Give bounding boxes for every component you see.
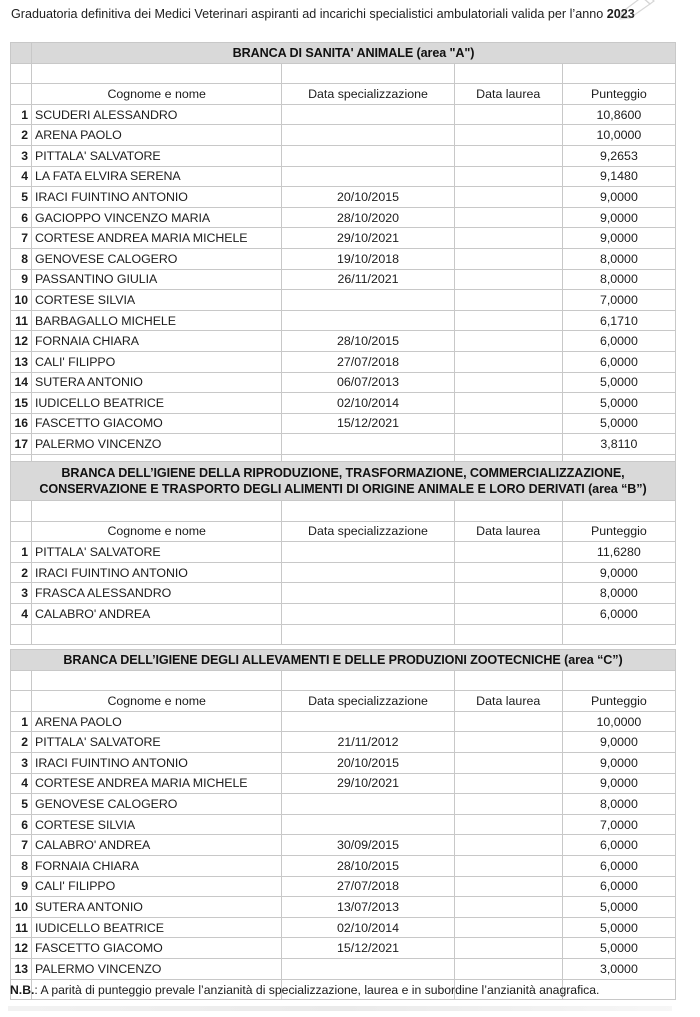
- cell-degree-date: [454, 897, 562, 918]
- table-row: [11, 207, 676, 228]
- cell-name: FORNAIA CHIARA: [32, 855, 282, 876]
- cell-degree-date: [454, 542, 562, 563]
- cell-degree-date: [454, 248, 562, 269]
- column-header-row: [11, 691, 676, 712]
- cell-name: SUTERA ANTONIO: [32, 372, 282, 393]
- cell-specialization-date: [282, 562, 454, 583]
- blank-row: [11, 670, 676, 691]
- cell-rank: 11: [11, 310, 32, 331]
- table-row: [11, 917, 676, 938]
- cell-degree-date: [454, 372, 562, 393]
- cell-name: PITTALA' SALVATORE: [32, 145, 282, 166]
- cell-specialization-date: 15/12/2021: [282, 413, 454, 434]
- footnote-label: N.B.: [10, 983, 35, 997]
- column-header-score: Punteggio: [562, 521, 675, 542]
- cell-score: 8,0000: [562, 269, 675, 290]
- blank-row: [11, 624, 676, 645]
- cell-score: 5,0000: [562, 372, 675, 393]
- cell-specialization-date: 29/10/2021: [282, 773, 454, 794]
- cell-name: CORTESE SILVIA: [32, 814, 282, 835]
- cell-name: FASCETTO GIACOMO: [32, 413, 282, 434]
- cell-score: 6,0000: [562, 351, 675, 372]
- cell-specialization-date: 20/10/2015: [282, 187, 454, 208]
- cell-degree-date: [454, 773, 562, 794]
- cell-specialization-date: 02/10/2014: [282, 393, 454, 414]
- blank-cell: [454, 63, 562, 84]
- cell-score: 6,0000: [562, 855, 675, 876]
- cell-name: FORNAIA CHIARA: [32, 331, 282, 352]
- cell-score: 3,8110: [562, 434, 675, 455]
- section-banner-area-c: BRANCA DELL’IGIENE DEGLI ALLEVAMENTI E DELLE PRODUZIONI ZOOTECNICHE (area “C”): [11, 650, 676, 671]
- cell-rank: 1: [11, 711, 32, 732]
- column-header-degree-date: Data laurea: [454, 521, 562, 542]
- table-row: [11, 434, 676, 455]
- cell-rank: 5: [11, 187, 32, 208]
- cell-degree-date: [454, 794, 562, 815]
- table-row: [11, 958, 676, 979]
- cell-specialization-date: 13/07/2013: [282, 897, 454, 918]
- blank-cell: [282, 501, 454, 522]
- cell-degree-date: [454, 104, 562, 125]
- cell-specialization-date: 28/10/2020: [282, 207, 454, 228]
- cell-specialization-date: [282, 794, 454, 815]
- column-header-score: Punteggio: [562, 84, 675, 105]
- page-title: [11, 6, 681, 23]
- table-row: [11, 562, 676, 583]
- blank-row: [11, 501, 676, 522]
- section-area-a: [10, 42, 676, 475]
- cell-degree-date: [454, 145, 562, 166]
- cell-rank: 15: [11, 393, 32, 414]
- cell-score: 5,0000: [562, 938, 675, 959]
- cell-name: IRACI FUINTINO ANTONIO: [32, 752, 282, 773]
- blank-cell: [32, 670, 282, 691]
- cell-score: 6,0000: [562, 835, 675, 856]
- table-row: [11, 393, 676, 414]
- ranking-table-area-b: [10, 461, 676, 645]
- cell-specialization-date: [282, 310, 454, 331]
- cell-score: 5,0000: [562, 897, 675, 918]
- cell-name: FASCETTO GIACOMO: [32, 938, 282, 959]
- cell-degree-date: [454, 938, 562, 959]
- table-row: [11, 876, 676, 897]
- blank-cell: [562, 501, 675, 522]
- cell-degree-date: [454, 434, 562, 455]
- cell-degree-date: [454, 917, 562, 938]
- blank-cell: [11, 624, 32, 645]
- column-header-name: Cognome e nome: [32, 691, 282, 712]
- cell-rank: 4: [11, 166, 32, 187]
- cell-score: 6,1710: [562, 310, 675, 331]
- cell-name: CALABRO' ANDREA: [32, 835, 282, 856]
- cell-degree-date: [454, 814, 562, 835]
- cell-rank: 5: [11, 794, 32, 815]
- table-row: [11, 814, 676, 835]
- blank-cell: [32, 63, 282, 84]
- table-row: [11, 187, 676, 208]
- cell-specialization-date: 28/10/2015: [282, 331, 454, 352]
- cell-name: IUDICELLO BEATRICE: [32, 393, 282, 414]
- table-row: [11, 542, 676, 563]
- table-row: [11, 855, 676, 876]
- cell-score: 5,0000: [562, 917, 675, 938]
- cell-rank: 10: [11, 897, 32, 918]
- cell-degree-date: [454, 351, 562, 372]
- footnote: [10, 983, 690, 997]
- cell-score: 7,0000: [562, 814, 675, 835]
- cell-specialization-date: [282, 542, 454, 563]
- cell-rank: 4: [11, 773, 32, 794]
- column-header-score: Punteggio: [562, 691, 675, 712]
- cell-degree-date: [454, 855, 562, 876]
- cell-rank: 3: [11, 752, 32, 773]
- cell-degree-date: [454, 207, 562, 228]
- cell-rank: 13: [11, 351, 32, 372]
- table-row: [11, 166, 676, 187]
- page-title-year: 2023: [606, 7, 635, 21]
- cell-degree-date: [454, 413, 562, 434]
- table-row: [11, 583, 676, 604]
- cell-specialization-date: 06/07/2013: [282, 372, 454, 393]
- section-area-c: [10, 649, 676, 1000]
- table-row: [11, 310, 676, 331]
- cell-score: 11,6280: [562, 542, 675, 563]
- section-banner-row: [11, 462, 676, 501]
- column-header-rank: [11, 691, 32, 712]
- cell-degree-date: [454, 711, 562, 732]
- cell-name: PALERMO VINCENZO: [32, 434, 282, 455]
- cell-rank: 6: [11, 814, 32, 835]
- cell-score: 5,0000: [562, 393, 675, 414]
- footnote-text: : A parità di punteggio prevale l’anzianità di specializzazione, laurea e in subordine l’anzianità anagrafica.: [34, 983, 600, 997]
- cell-specialization-date: 26/11/2021: [282, 269, 454, 290]
- cell-specialization-date: [282, 125, 454, 146]
- cell-specialization-date: [282, 958, 454, 979]
- table-row: [11, 732, 676, 753]
- blank-cell: [562, 63, 675, 84]
- cell-score: 9,0000: [562, 187, 675, 208]
- cell-specialization-date: 19/10/2018: [282, 248, 454, 269]
- cell-degree-date: [454, 269, 562, 290]
- section-banner-row: [11, 650, 676, 671]
- cell-rank: 6: [11, 207, 32, 228]
- cell-rank: 16: [11, 413, 32, 434]
- cell-rank: 1: [11, 542, 32, 563]
- ranking-table-area-a: [10, 42, 676, 475]
- cell-rank: 10: [11, 290, 32, 311]
- cell-score: 9,0000: [562, 732, 675, 753]
- cell-specialization-date: 30/09/2015: [282, 835, 454, 856]
- column-header-row: [11, 521, 676, 542]
- cell-rank: 2: [11, 562, 32, 583]
- blank-cell: [11, 63, 32, 84]
- table-row: [11, 269, 676, 290]
- cell-name: FRASCA ALESSANDRO: [32, 583, 282, 604]
- cell-score: 5,0000: [562, 413, 675, 434]
- table-row: [11, 897, 676, 918]
- table-row: [11, 331, 676, 352]
- cell-name: GACIOPPO VINCENZO MARIA: [32, 207, 282, 228]
- column-header-rank: [11, 84, 32, 105]
- cell-name: PITTALA' SALVATORE: [32, 542, 282, 563]
- column-header-specialization-date: Data specializzazione: [282, 521, 454, 542]
- blank-cell: [454, 670, 562, 691]
- cell-degree-date: [454, 583, 562, 604]
- cell-degree-date: [454, 603, 562, 624]
- table-row: [11, 711, 676, 732]
- cell-name: CALI' FILIPPO: [32, 876, 282, 897]
- cell-degree-date: [454, 835, 562, 856]
- blank-cell: [282, 63, 454, 84]
- cell-rank: 7: [11, 228, 32, 249]
- cell-score: 8,0000: [562, 248, 675, 269]
- table-row: [11, 145, 676, 166]
- scan-smudge: [8, 1006, 672, 1011]
- column-header-specialization-date: Data specializzazione: [282, 84, 454, 105]
- blank-cell: [11, 670, 32, 691]
- page-title-text: Graduatoria definitiva dei Medici Veterinari aspiranti ad incarichi specialistici ambulatoriali valida per l’anno: [11, 7, 607, 21]
- cell-name: ARENA PAOLO: [32, 711, 282, 732]
- section-banner-area-b-line1: BRANCA DELL’IGIENE DELLA RIPRODUZIONE, TRASFORMAZIONE, COMMERCIALIZZAZIONE,: [61, 466, 625, 480]
- column-header-row: [11, 84, 676, 105]
- table-row: [11, 125, 676, 146]
- table-row: [11, 835, 676, 856]
- cell-score: 9,0000: [562, 752, 675, 773]
- cell-name: IRACI FUINTINO ANTONIO: [32, 562, 282, 583]
- cell-rank: 11: [11, 917, 32, 938]
- cell-name: CORTESE ANDREA MARIA MICHELE: [32, 773, 282, 794]
- blank-cell: [32, 501, 282, 522]
- cell-score: 6,0000: [562, 603, 675, 624]
- table-row: [11, 773, 676, 794]
- cell-rank: 8: [11, 248, 32, 269]
- table-row: [11, 752, 676, 773]
- table-row: [11, 372, 676, 393]
- column-header-degree-date: Data laurea: [454, 691, 562, 712]
- cell-score: 10,0000: [562, 711, 675, 732]
- table-row: [11, 351, 676, 372]
- cell-name: SCUDERI ALESSANDRO: [32, 104, 282, 125]
- cell-specialization-date: 21/11/2012: [282, 732, 454, 753]
- cell-specialization-date: [282, 104, 454, 125]
- cell-name: PITTALA' SALVATORE: [32, 732, 282, 753]
- blank-cell: [32, 624, 282, 645]
- section-banner-area-b: [11, 462, 676, 501]
- section-banner-row: [11, 43, 676, 64]
- blank-cell: [454, 624, 562, 645]
- blank-cell: [11, 501, 32, 522]
- cell-score: 7,0000: [562, 290, 675, 311]
- cell-rank: 12: [11, 331, 32, 352]
- cell-specialization-date: 29/10/2021: [282, 228, 454, 249]
- table-row: [11, 248, 676, 269]
- cell-rank: 14: [11, 372, 32, 393]
- cell-rank: 8: [11, 855, 32, 876]
- cell-name: GENOVESE CALOGERO: [32, 248, 282, 269]
- cell-degree-date: [454, 732, 562, 753]
- cell-specialization-date: [282, 711, 454, 732]
- cell-specialization-date: [282, 583, 454, 604]
- cell-degree-date: [454, 393, 562, 414]
- cell-specialization-date: 28/10/2015: [282, 855, 454, 876]
- blank-cell: [282, 670, 454, 691]
- cell-score: 10,0000: [562, 125, 675, 146]
- cell-degree-date: [454, 752, 562, 773]
- cell-degree-date: [454, 331, 562, 352]
- cell-rank: 13: [11, 958, 32, 979]
- cell-specialization-date: 27/07/2018: [282, 876, 454, 897]
- cell-rank: 4: [11, 603, 32, 624]
- table-row: [11, 413, 676, 434]
- cell-name: GENOVESE CALOGERO: [32, 794, 282, 815]
- cell-degree-date: [454, 228, 562, 249]
- cell-name: PASSANTINO GIULIA: [32, 269, 282, 290]
- section-banner-area-a: BRANCA DI SANITA' ANIMALE (area "A"): [32, 43, 676, 64]
- cell-specialization-date: [282, 603, 454, 624]
- blank-cell: [562, 624, 675, 645]
- cell-degree-date: [454, 562, 562, 583]
- cell-score: 9,0000: [562, 228, 675, 249]
- cell-name: IUDICELLO BEATRICE: [32, 917, 282, 938]
- cell-name: SUTERA ANTONIO: [32, 897, 282, 918]
- cell-name: CORTESE SILVIA: [32, 290, 282, 311]
- blank-cell: [454, 501, 562, 522]
- table-row: [11, 938, 676, 959]
- cell-score: 9,0000: [562, 773, 675, 794]
- column-header-name: Cognome e nome: [32, 84, 282, 105]
- cell-name: LA FATA ELVIRA SERENA: [32, 166, 282, 187]
- cell-score: 8,0000: [562, 794, 675, 815]
- table-row: [11, 228, 676, 249]
- banner-spacer-cell: [11, 43, 32, 64]
- cell-score: 9,2653: [562, 145, 675, 166]
- cell-rank: 2: [11, 125, 32, 146]
- cell-rank: 3: [11, 145, 32, 166]
- cell-specialization-date: [282, 290, 454, 311]
- cell-degree-date: [454, 290, 562, 311]
- blank-cell: [282, 624, 454, 645]
- cell-rank: 7: [11, 835, 32, 856]
- cell-name: CALI' FILIPPO: [32, 351, 282, 372]
- section-area-b: [10, 461, 676, 645]
- ranking-table-area-c: [10, 649, 676, 1000]
- table-row: [11, 290, 676, 311]
- cell-rank: 2: [11, 732, 32, 753]
- section-banner-area-b-line2: CONSERVAZIONE E TRASPORTO DEGLI ALIMENTI DI ORIGINE ANIMALE E LORO DERIVATI (area “B”): [39, 482, 647, 496]
- cell-name: CALABRO' ANDREA: [32, 603, 282, 624]
- cell-degree-date: [454, 310, 562, 331]
- cell-specialization-date: 15/12/2021: [282, 938, 454, 959]
- cell-score: 6,0000: [562, 331, 675, 352]
- cell-name: PALERMO VINCENZO: [32, 958, 282, 979]
- column-header-specialization-date: Data specializzazione: [282, 691, 454, 712]
- cell-degree-date: [454, 166, 562, 187]
- cell-degree-date: [454, 876, 562, 897]
- cell-score: 9,1480: [562, 166, 675, 187]
- cell-score: 3,0000: [562, 958, 675, 979]
- blank-cell: [562, 670, 675, 691]
- cell-score: 9,0000: [562, 562, 675, 583]
- table-row: [11, 104, 676, 125]
- cell-rank: 9: [11, 876, 32, 897]
- cell-specialization-date: 20/10/2015: [282, 752, 454, 773]
- cell-score: 10,8600: [562, 104, 675, 125]
- cell-degree-date: [454, 958, 562, 979]
- column-header-degree-date: Data laurea: [454, 84, 562, 105]
- column-header-name: Cognome e nome: [32, 521, 282, 542]
- cell-specialization-date: [282, 166, 454, 187]
- cell-rank: 12: [11, 938, 32, 959]
- cell-name: IRACI FUINTINO ANTONIO: [32, 187, 282, 208]
- cell-rank: 17: [11, 434, 32, 455]
- cell-specialization-date: [282, 434, 454, 455]
- cell-name: ARENA PAOLO: [32, 125, 282, 146]
- cell-rank: 1: [11, 104, 32, 125]
- cell-score: 8,0000: [562, 583, 675, 604]
- cell-specialization-date: 27/07/2018: [282, 351, 454, 372]
- cell-score: 9,0000: [562, 207, 675, 228]
- table-row: [11, 794, 676, 815]
- cell-specialization-date: [282, 145, 454, 166]
- cell-degree-date: [454, 187, 562, 208]
- cell-name: BARBAGALLO MICHELE: [32, 310, 282, 331]
- cell-specialization-date: [282, 814, 454, 835]
- cell-name: CORTESE ANDREA MARIA MICHELE: [32, 228, 282, 249]
- table-row: [11, 603, 676, 624]
- column-header-rank: [11, 521, 32, 542]
- blank-row: [11, 63, 676, 84]
- cell-specialization-date: 02/10/2014: [282, 917, 454, 938]
- cell-score: 6,0000: [562, 876, 675, 897]
- cell-degree-date: [454, 125, 562, 146]
- cell-rank: 9: [11, 269, 32, 290]
- cell-rank: 3: [11, 583, 32, 604]
